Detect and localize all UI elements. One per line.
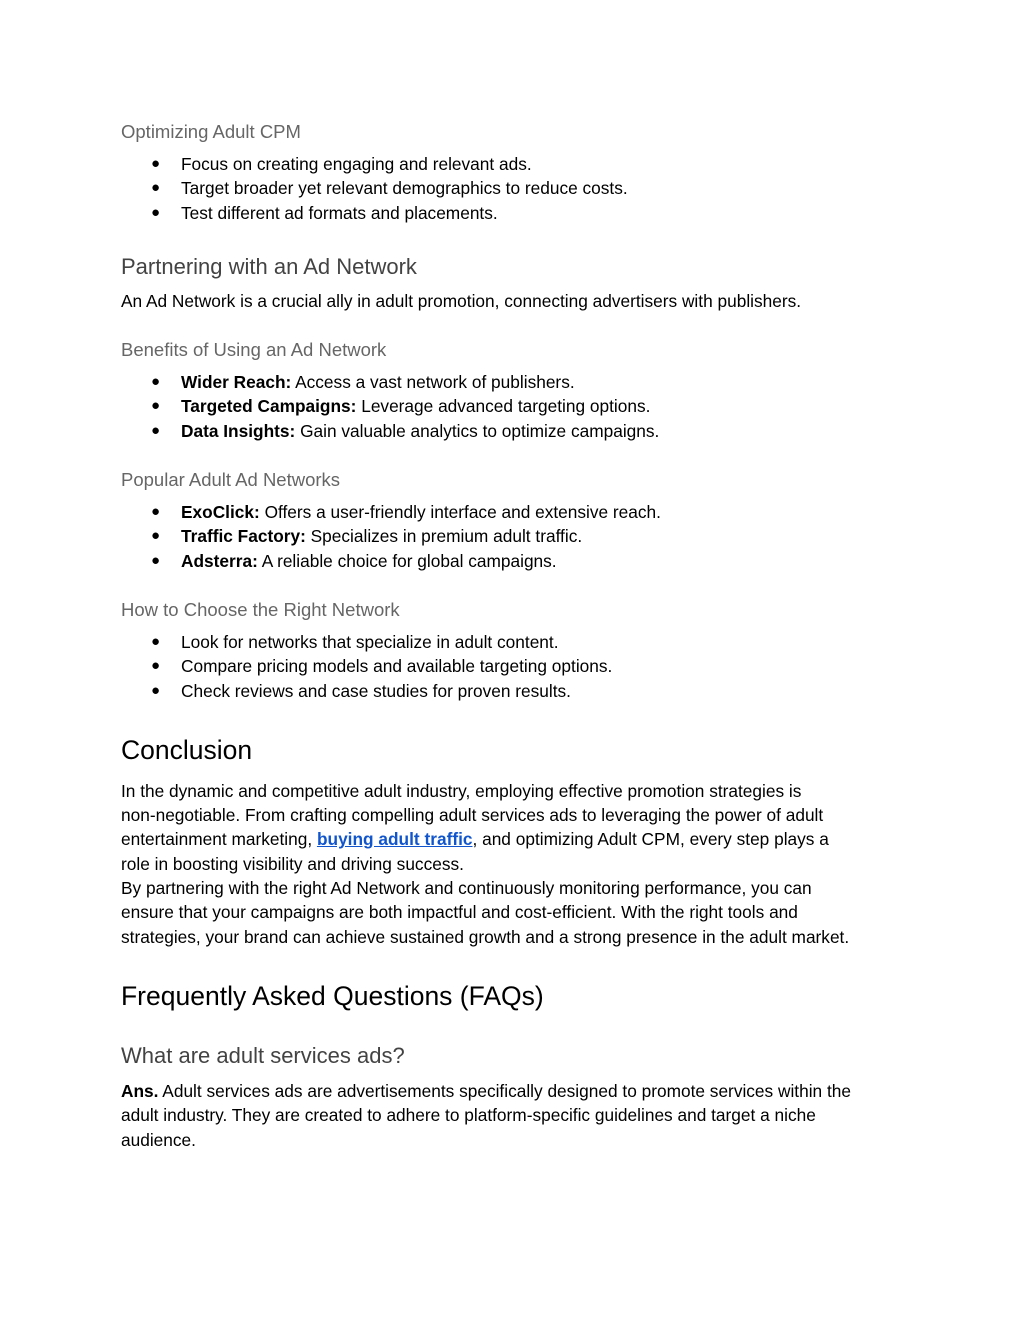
- heading-optimizing-cpm: Optimizing Adult CPM: [121, 121, 301, 142]
- conclusion-line: strategies, your brand can achieve sustained growth and a strong presence in the adult market.: [121, 927, 850, 947]
- list-item: ● Data Insights: Gain valuable analytics to optimize campaigns.: [121, 419, 659, 443]
- bullet-icon: ●: [151, 527, 161, 545]
- conclusion-line: ensure that your campaigns are both impactful and cost-efficient. With the right tools and: [121, 902, 798, 922]
- bullet-icon: ●: [151, 551, 161, 569]
- heading-benefits: Benefits of Using an Ad Network: [121, 339, 387, 360]
- heading-faqs: Frequently Asked Questions (FAQs): [121, 981, 544, 1011]
- list-item: ● Traffic Factory: Specializes in premium adult traffic.: [121, 524, 661, 548]
- list-item: ● Wider Reach: Access a vast network of publishers.: [121, 370, 659, 394]
- paragraph-partnering-intro: An Ad Network is a crucial ally in adult promotion, connecting advertisers with publishers.: [121, 291, 802, 311]
- faq-answer-line: audience.: [121, 1130, 196, 1150]
- faq-question: What are adult services ads?: [121, 1043, 405, 1068]
- bullet-icon: ●: [151, 179, 161, 197]
- bullet-icon: ●: [151, 373, 161, 390]
- list-item: ● Targeted Campaigns: Leverage advanced targeting options.: [121, 394, 659, 418]
- list-item: ● Test different ad formats and placements.: [121, 201, 628, 225]
- list-item: ● Target broader yet relevant demographics to reduce costs.: [121, 176, 628, 200]
- buying-adult-traffic-link[interactable]: buying adult traffic: [316, 829, 473, 849]
- faq-answer-line: adult industry. They are created to adhere to platform-specific guidelines and target a niche: [121, 1105, 816, 1125]
- conclusion-line: role in boosting visibility and driving success.: [121, 854, 464, 874]
- heading-choose-network: How to Choose the Right Network: [121, 599, 400, 620]
- bullet-icon: ●: [151, 155, 161, 172]
- list-item: ● Focus on creating engaging and relevant ads.: [121, 152, 628, 176]
- heading-popular-networks: Popular Adult Ad Networks: [121, 469, 341, 490]
- bullet-icon: ●: [151, 203, 161, 221]
- answer-label: Ans.: [121, 1081, 159, 1101]
- heading-partnering: Partnering with an Ad Network: [121, 254, 417, 279]
- list-optimizing-cpm: [121, 152, 628, 225]
- bullet-icon: ●: [151, 681, 161, 699]
- conclusion-line: In the dynamic and competitive adult industry, employing effective promotion strategies is: [121, 781, 802, 801]
- list-item: ● Compare pricing models and available targeting options.: [121, 654, 612, 678]
- bullet-icon: ●: [151, 397, 161, 415]
- conclusion-line: entertainment marketing, buying adult traffic, and optimizing Adult CPM, every step plays a: [121, 829, 829, 849]
- bullet-icon: ●: [151, 421, 161, 439]
- bullet-icon: ●: [151, 657, 161, 675]
- list-item: ● Look for networks that specialize in adult content.: [121, 630, 612, 654]
- heading-conclusion: Conclusion: [121, 735, 253, 765]
- bullet-icon: ●: [151, 633, 161, 650]
- list-item: ● ExoClick: Offers a user-friendly interface and extensive reach.: [121, 500, 661, 524]
- faq-answer-line: Ans. Adult services ads are advertisements specifically designed to promote services within the: [121, 1081, 851, 1101]
- list-choose-network: [121, 630, 612, 703]
- conclusion-line: non-negotiable. From crafting compelling adult services ads to leveraging the power of adult: [121, 805, 824, 825]
- bullet-icon: ●: [151, 503, 161, 520]
- list-item: ● Adsterra: A reliable choice for global campaigns.: [121, 549, 661, 573]
- list-popular-networks: [121, 500, 661, 573]
- conclusion-line: By partnering with the right Ad Network and continuously monitoring performance, you can: [121, 878, 812, 898]
- list-item: ● Check reviews and case studies for proven results.: [121, 679, 612, 703]
- list-benefits: [121, 370, 659, 443]
